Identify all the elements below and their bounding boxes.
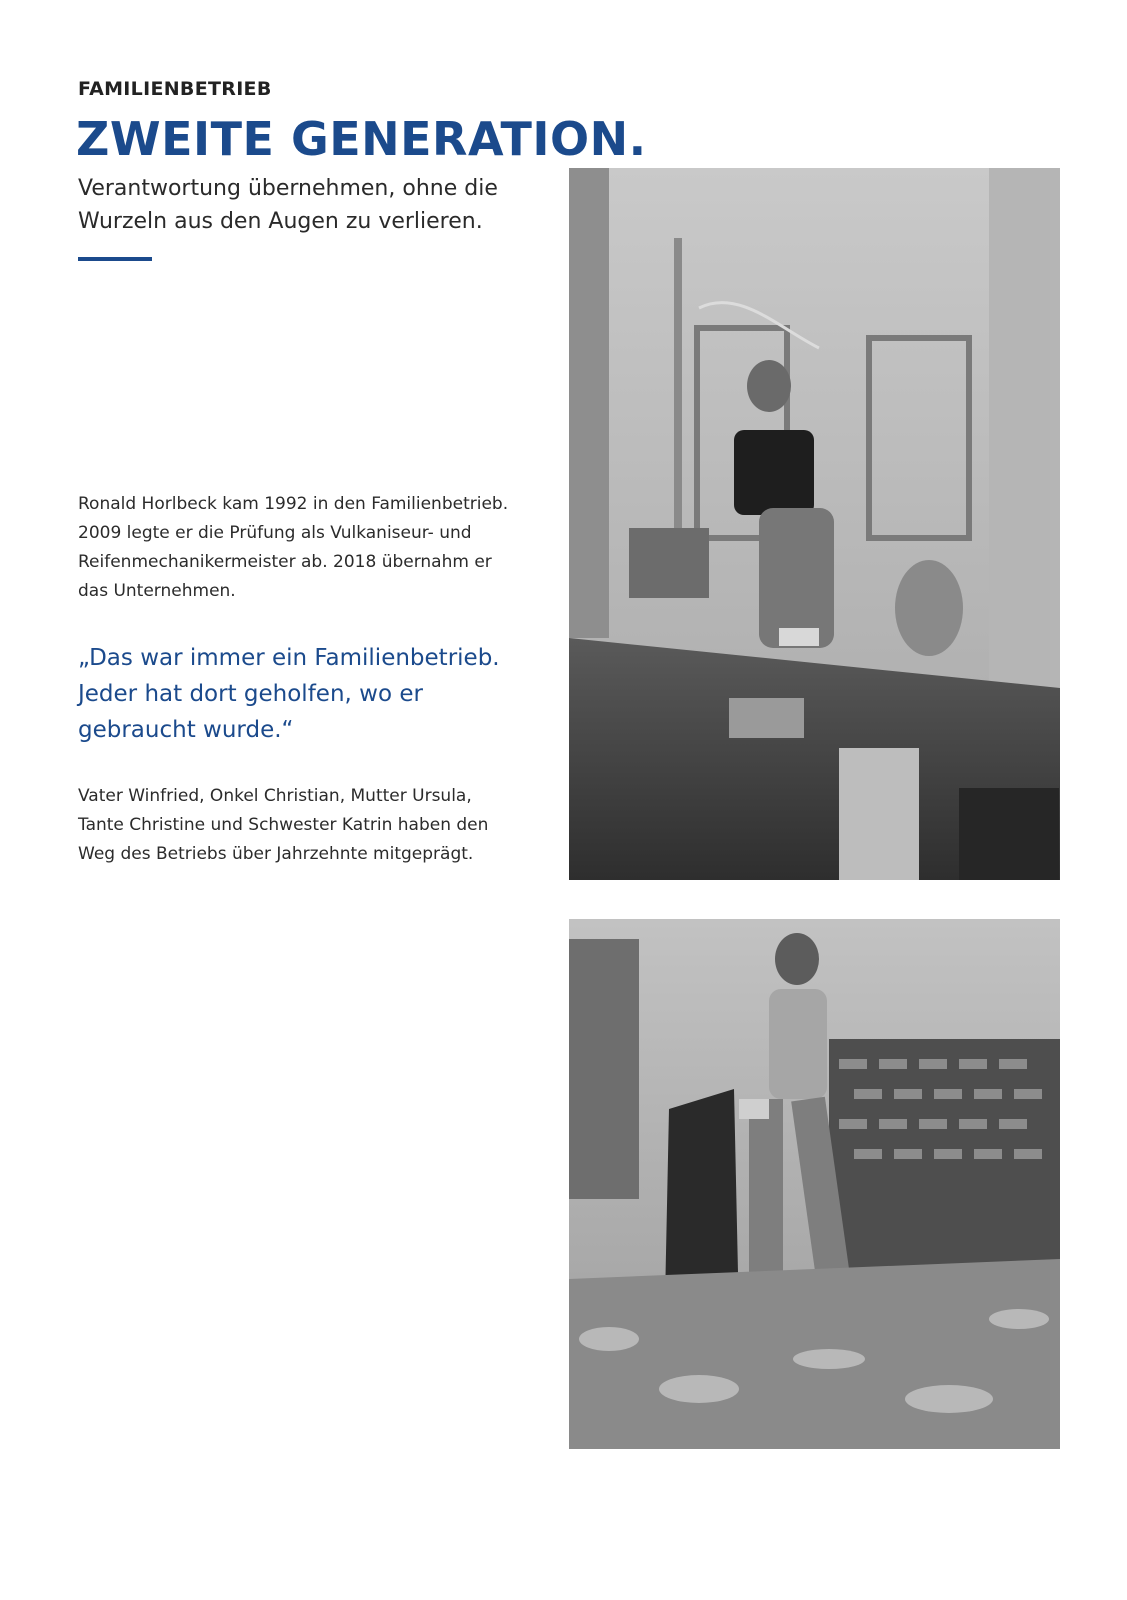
page-title: ZWEITE GENERATION. — [76, 112, 647, 166]
photo-bathroom-renovation-image — [569, 168, 1060, 880]
section-kicker: FAMILIENBETRIEB — [78, 78, 272, 100]
photo-demolition — [569, 919, 1060, 1449]
photo-demolition-image — [569, 919, 1060, 1449]
photo-bathroom-renovation — [569, 168, 1060, 880]
pull-quote: „Das war immer ein Familienbetrieb. Jeder hat dort geholfen, wo er gebraucht wurde.“ — [78, 645, 500, 743]
page-subtitle: Verantwortung übernehmen, ohne die Wurzeln aus den Augen zu verlieren. — [78, 176, 498, 234]
family-paragraph: Vater Winfried, Onkel Christian, Mutter Ursula, Tante Christine und Schwester Katrin haben den Weg des Betriebs über Jahrzehnte mitgeprägt. — [78, 786, 489, 864]
intro-paragraph: Ronald Horlbeck kam 1992 in den Familienbetrieb. 2009 legte er die Prüfung als Vulkaniseur- und Reifenmechanikermeister ab. 2018 übernahm er das Unternehmen. — [78, 494, 509, 601]
accent-divider — [78, 257, 152, 261]
